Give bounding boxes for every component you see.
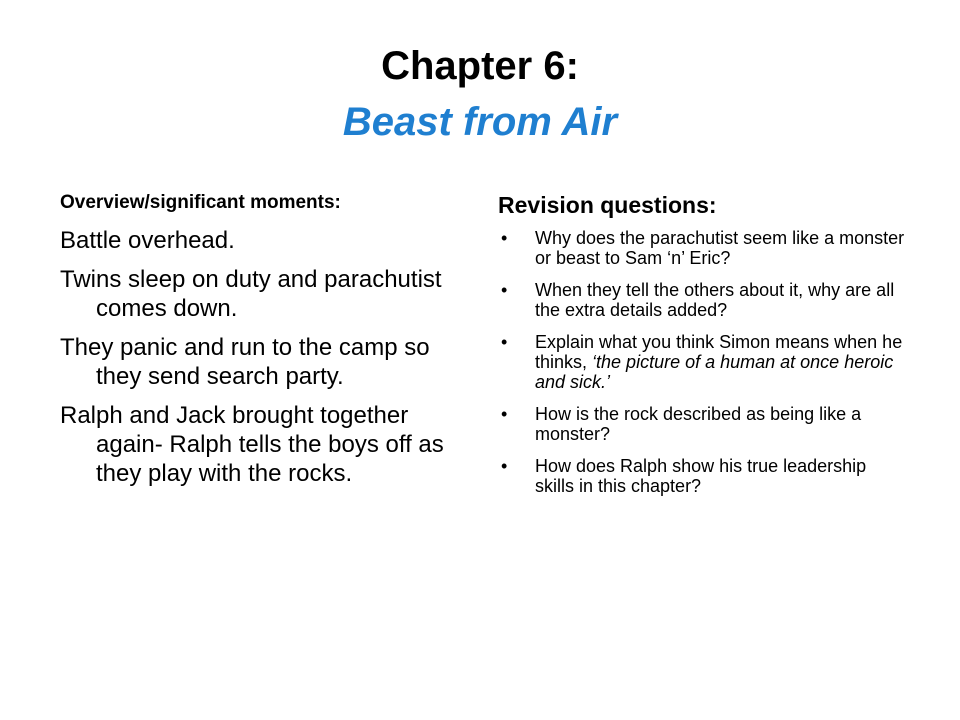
question-text: Why does the parachutist seem like a monster or beast to Sam ‘n’ Eric? bbox=[535, 228, 905, 268]
question-text: How is the rock described as being like a monster? bbox=[535, 404, 862, 444]
revision-heading: Revision questions: bbox=[498, 192, 717, 218]
overview-item: Ralph and Jack brought together again- Ralph tells the boys off as they play with the rocks. bbox=[60, 402, 444, 487]
simon-quote: ‘the picture of a human at once heroic and sick.’ bbox=[535, 352, 894, 392]
question-text: When they tell the others about it, why are all the extra details added? bbox=[535, 280, 895, 320]
bullet-icon: • bbox=[501, 404, 508, 424]
question-item bbox=[498, 404, 908, 444]
overview-list bbox=[60, 226, 470, 488]
question-item bbox=[498, 456, 908, 496]
overview-column bbox=[60, 190, 470, 498]
question-item bbox=[498, 228, 908, 268]
question-item bbox=[498, 332, 908, 392]
chapter-title: Chapter 6: bbox=[381, 44, 579, 88]
bullet-icon: • bbox=[501, 332, 508, 352]
slide-title bbox=[0, 38, 960, 150]
bullet-icon: • bbox=[501, 228, 508, 248]
question-text: Explain what you think Simon means when he thinks, bbox=[535, 332, 903, 372]
bullet-icon: • bbox=[501, 280, 508, 300]
chapter-subtitle: Beast from Air bbox=[342, 100, 618, 144]
overview-heading: Overview/significant moments: bbox=[60, 192, 341, 213]
revision-column bbox=[498, 190, 908, 508]
question-item bbox=[498, 280, 908, 320]
overview-item: Battle overhead. bbox=[60, 227, 235, 254]
bullet-icon: • bbox=[501, 456, 508, 476]
question-text: How does Ralph show his true leadership skills in this chapter? bbox=[535, 456, 867, 496]
overview-item: Twins sleep on duty and parachutist comes down. bbox=[60, 266, 442, 322]
revision-list bbox=[498, 228, 908, 496]
overview-item: They panic and run to the camp so they send search party. bbox=[60, 334, 430, 390]
